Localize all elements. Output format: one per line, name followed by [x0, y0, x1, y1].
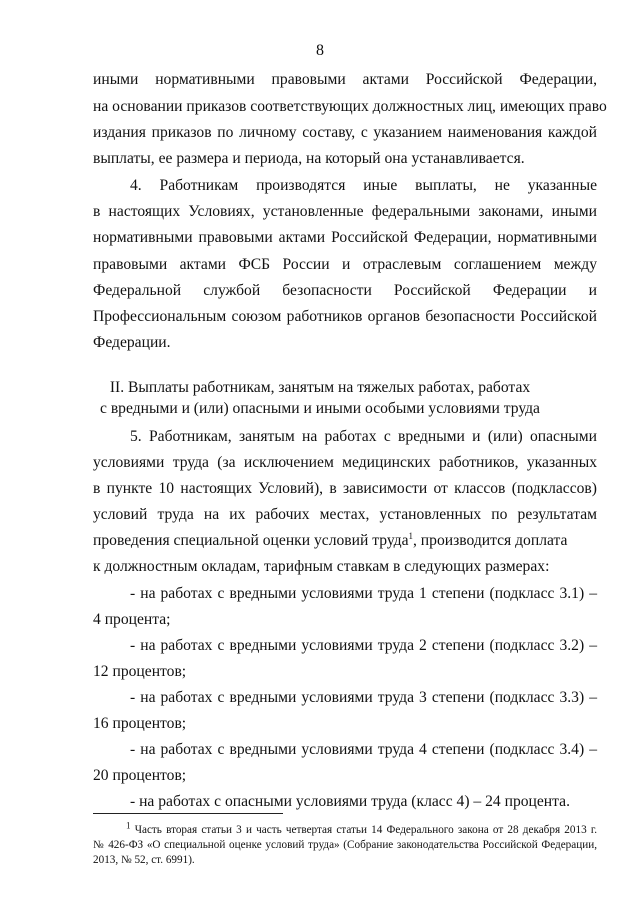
- footnote-mark: 1: [126, 820, 131, 831]
- text-line: [93, 531, 597, 551]
- section-heading: II. Выплаты работникам, занятым на тяжелых работах, работах: [109, 379, 531, 396]
- text-line: нормативными правовыми актами Российской Федерации, нормативными: [93, 229, 597, 246]
- list-item: 16 процентов;: [93, 715, 187, 732]
- list-item: 12 процентов;: [93, 663, 187, 680]
- page-number: 8: [316, 42, 324, 59]
- text-line: в пункте 10 настоящих Условий), в зависимости от классов (подклассов): [93, 480, 597, 497]
- text-line: правовыми актами ФСБ России и отраслевым соглашением между: [93, 256, 597, 273]
- text-line: Профессиональным союзом работников органов безопасности Российской: [93, 308, 597, 325]
- text-line: на основании приказов соответствующих должностных лиц, имеющих право: [93, 98, 607, 115]
- footnote-line: [126, 820, 598, 838]
- footnote-text: Часть вторая статьи 3 и часть четвертая статьи 14 Федерального закона от 28 декабря 2013 г.: [134, 824, 598, 836]
- text-line: условиями труда (за исключением медицинских работников, указанных: [93, 454, 597, 471]
- text-line: выплаты, ее размера и периода, на который она устанавливается.: [93, 150, 525, 167]
- text-segment: , производится доплата: [413, 532, 568, 549]
- text-line: условий труда на их рабочих местах, установленных по результатам: [93, 506, 597, 523]
- text-line: 4. Работникам производятся иные выплаты, не указанные: [130, 177, 597, 194]
- section-heading: с вредными и (или) опасными и иными особыми условиями труда: [100, 400, 540, 417]
- text-line: к должностным окладам, тарифным ставкам в следующих размерах:: [93, 558, 550, 575]
- text-segment: проведения специальной оценки условий труда: [93, 532, 409, 549]
- footnote-reference: 1: [408, 530, 413, 541]
- list-item: - на работах с вредными условиями труда 3 степени (подкласс 3.3) –: [130, 689, 597, 706]
- list-item: - на работах с вредными условиями труда 4 степени (подкласс 3.4) –: [130, 741, 597, 758]
- list-item: 20 процентов;: [93, 767, 187, 784]
- list-item: - на работах с опасными условиями труда (класс 4) – 24 процента.: [130, 793, 570, 810]
- text-line: издания приказов по личному составу, с указанием наименования каждой: [93, 124, 597, 141]
- text-line: 5. Работникам, занятым на работах с вредными и (или) опасными: [130, 428, 597, 445]
- footnote-line: № 426-ФЗ «О специальной оценке условий труда» (Собрание законодательства Российской Федерации,: [93, 839, 597, 851]
- text-line: в настоящих Условиях, установленные федеральными законами, иными: [93, 203, 597, 220]
- footnote-line: 2013, № 52, ст. 6991).: [93, 854, 195, 866]
- footnote-divider: [93, 813, 283, 814]
- list-item: - на работах с вредными условиями труда 2 степени (подкласс 3.2) –: [130, 637, 597, 654]
- text-line: иными нормативными правовыми актами Российской Федерации,: [93, 71, 597, 88]
- list-item: - на работах с вредными условиями труда 1 степени (подкласс 3.1) –: [130, 585, 597, 602]
- list-item: 4 процента;: [93, 611, 171, 628]
- text-line: Федерации.: [93, 334, 171, 351]
- text-line: Федеральной службой безопасности Российской Федерации и: [93, 282, 597, 299]
